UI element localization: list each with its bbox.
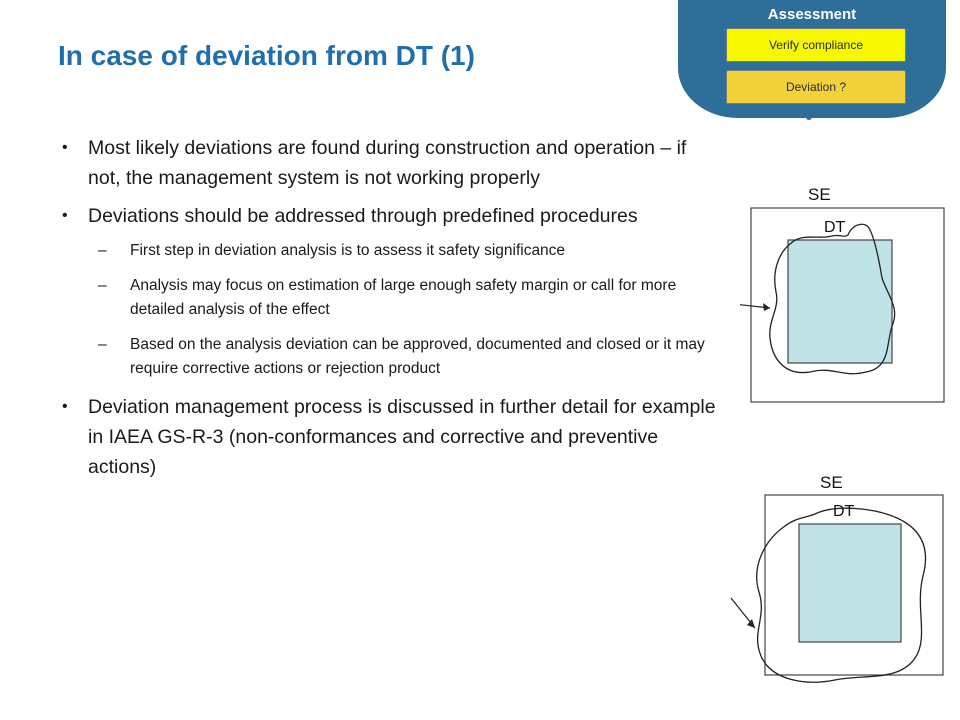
verify-compliance-box: Verify compliance: [726, 28, 906, 62]
dash-marker: –: [98, 336, 107, 353]
bullet-marker: •: [62, 139, 68, 156]
assessment-title: Assessment: [767, 6, 857, 23]
bullet-marker: •: [62, 207, 68, 224]
sub-bullet-text: Analysis may focus on estimation of large enough safety margin or call for more detailed analysis of the effect: [130, 277, 677, 318]
deviation-diagram-1: [740, 180, 950, 410]
slide-body: [62, 133, 722, 490]
sub-bullet-item: [62, 239, 722, 263]
page-title: In case of deviation from DT (1): [58, 40, 475, 71]
dt-label: DT: [833, 503, 855, 520]
dt-inner-box: [799, 524, 901, 642]
bullet-item: [62, 133, 722, 193]
sub-bullet-text: First step in deviation analysis is to assess it safety significance: [130, 242, 566, 259]
sub-bullet-text: Based on the analysis deviation can be approved, documented and closed or it may require corrective actions or rejection product: [130, 336, 705, 377]
dt-label: DT: [824, 219, 846, 236]
dash-marker: –: [98, 277, 107, 294]
dash-marker: –: [98, 242, 107, 259]
bullet-text: Deviations should be addressed through predefined procedures: [88, 205, 638, 227]
bullet-text: Most likely deviations are found during construction and operation – if not, the management system is not working properly: [88, 137, 687, 189]
dt-inner-box: [788, 240, 892, 363]
bullet-text: Deviation management process is discussed in further detail for example in IAEA GS-R-3 (non-conformances and corrective and preventive actions): [88, 396, 716, 478]
assessment-badge: [678, 0, 946, 118]
bullet-marker: •: [62, 398, 68, 415]
sub-bullet-item: [62, 333, 722, 381]
assessment-connector: [806, 110, 812, 120]
bullet-item: [62, 201, 722, 231]
se-label: SE: [820, 473, 843, 492]
se-label: SE: [808, 185, 831, 204]
deviation-diagram-2: [725, 468, 950, 708]
bullet-item: [62, 392, 722, 482]
sub-bullet-item: [62, 274, 722, 322]
deviation-box: Deviation ?: [726, 70, 906, 104]
